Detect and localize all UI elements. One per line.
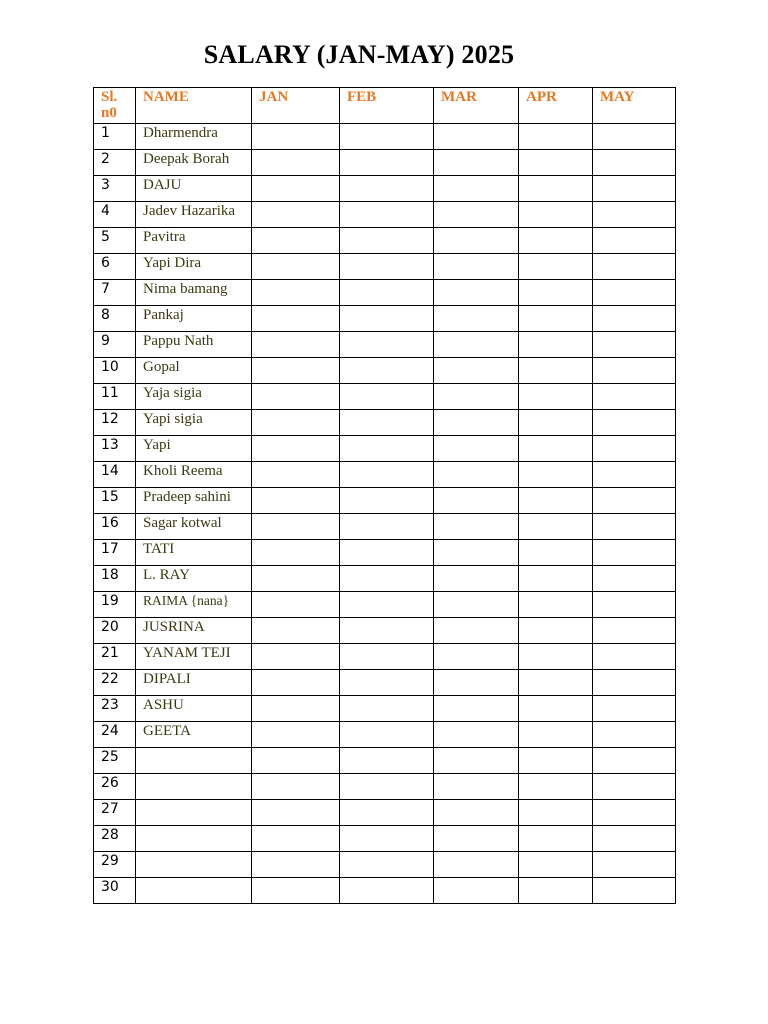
- salary-cell-apr: [519, 202, 593, 228]
- table-row: [94, 878, 676, 904]
- salary-cell-feb: [340, 826, 434, 852]
- salary-cell-apr: [519, 722, 593, 748]
- serial-number-cell: 12: [94, 410, 136, 436]
- salary-cell-jan: [252, 176, 340, 202]
- serial-number-cell: 5: [94, 228, 136, 254]
- salary-cell-mar: [434, 176, 519, 202]
- salary-cell-apr: [519, 748, 593, 774]
- salary-cell-apr: [519, 826, 593, 852]
- salary-cell-jan: [252, 592, 340, 618]
- serial-number-cell: 17: [94, 540, 136, 566]
- salary-cell-apr: [519, 488, 593, 514]
- table-row: [94, 488, 676, 514]
- salary-cell-jan: [252, 462, 340, 488]
- salary-cell-mar: [434, 878, 519, 904]
- serial-number-cell: 3: [94, 176, 136, 202]
- salary-cell-may: [593, 514, 676, 540]
- salary-cell-jan: [252, 124, 340, 150]
- table-row: [94, 306, 676, 332]
- salary-cell-may: [593, 826, 676, 852]
- salary-cell-mar: [434, 748, 519, 774]
- salary-cell-mar: [434, 462, 519, 488]
- salary-cell-may: [593, 124, 676, 150]
- salary-cell-apr: [519, 280, 593, 306]
- salary-cell-feb: [340, 228, 434, 254]
- salary-cell-apr: [519, 670, 593, 696]
- serial-number-cell: 20: [94, 618, 136, 644]
- salary-cell-jan: [252, 228, 340, 254]
- table-row: [94, 410, 676, 436]
- salary-cell-jan: [252, 722, 340, 748]
- employee-name-cell: Pradeep sahini: [136, 488, 252, 514]
- table-row: [94, 670, 676, 696]
- table-row: [94, 722, 676, 748]
- salary-cell-may: [593, 566, 676, 592]
- serial-number-cell: 16: [94, 514, 136, 540]
- salary-cell-feb: [340, 774, 434, 800]
- table-row: [94, 800, 676, 826]
- salary-cell-feb: [340, 254, 434, 280]
- salary-cell-feb: [340, 800, 434, 826]
- serial-number-cell: 21: [94, 644, 136, 670]
- salary-cell-jan: [252, 826, 340, 852]
- salary-cell-mar: [434, 852, 519, 878]
- employee-name-cell: Pappu Nath: [136, 332, 252, 358]
- salary-cell-apr: [519, 462, 593, 488]
- table-row: [94, 774, 676, 800]
- employee-name-cell: ASHU: [136, 696, 252, 722]
- salary-cell-mar: [434, 540, 519, 566]
- table-body: [94, 124, 676, 904]
- serial-number-cell: 11: [94, 384, 136, 410]
- salary-cell-feb: [340, 696, 434, 722]
- salary-cell-may: [593, 488, 676, 514]
- salary-cell-feb: [340, 410, 434, 436]
- serial-number-cell: 10: [94, 358, 136, 384]
- salary-cell-may: [593, 384, 676, 410]
- salary-cell-mar: [434, 826, 519, 852]
- salary-cell-jan: [252, 774, 340, 800]
- salary-cell-feb: [340, 358, 434, 384]
- salary-cell-mar: [434, 644, 519, 670]
- salary-cell-apr: [519, 124, 593, 150]
- salary-cell-mar: [434, 410, 519, 436]
- column-header-may: MAY: [593, 88, 676, 124]
- salary-cell-apr: [519, 228, 593, 254]
- salary-cell-mar: [434, 436, 519, 462]
- salary-cell-feb: [340, 384, 434, 410]
- table-row: [94, 696, 676, 722]
- table-row: [94, 202, 676, 228]
- employee-name-cell: Yaja sigia: [136, 384, 252, 410]
- employee-name-cell: Gopal: [136, 358, 252, 384]
- serial-number-cell: 6: [94, 254, 136, 280]
- employee-name-cell: Yapi Dira: [136, 254, 252, 280]
- salary-cell-may: [593, 852, 676, 878]
- salary-cell-mar: [434, 800, 519, 826]
- document-title: SALARY (JAN-MAY) 2025: [203, 40, 515, 69]
- salary-cell-mar: [434, 280, 519, 306]
- employee-name-cell: RAIMA {nana}: [136, 592, 252, 618]
- salary-cell-feb: [340, 176, 434, 202]
- table-row: [94, 748, 676, 774]
- salary-cell-jan: [252, 540, 340, 566]
- salary-cell-apr: [519, 410, 593, 436]
- salary-cell-jan: [252, 410, 340, 436]
- salary-cell-mar: [434, 332, 519, 358]
- table-row: [94, 852, 676, 878]
- salary-cell-mar: [434, 228, 519, 254]
- salary-cell-may: [593, 254, 676, 280]
- serial-number-cell: 25: [94, 748, 136, 774]
- table-row: [94, 150, 676, 176]
- salary-cell-may: [593, 150, 676, 176]
- salary-cell-feb: [340, 280, 434, 306]
- salary-cell-mar: [434, 150, 519, 176]
- column-header-name: NAME: [136, 88, 252, 124]
- salary-cell-may: [593, 462, 676, 488]
- column-header-sl-no: Sl. n0: [94, 88, 136, 124]
- salary-cell-apr: [519, 800, 593, 826]
- salary-cell-apr: [519, 332, 593, 358]
- salary-cell-apr: [519, 176, 593, 202]
- salary-cell-feb: [340, 852, 434, 878]
- serial-number-cell: 30: [94, 878, 136, 904]
- salary-cell-mar: [434, 514, 519, 540]
- salary-cell-may: [593, 202, 676, 228]
- salary-cell-feb: [340, 878, 434, 904]
- salary-cell-feb: [340, 514, 434, 540]
- salary-cell-feb: [340, 592, 434, 618]
- salary-cell-may: [593, 410, 676, 436]
- serial-number-cell: 1: [94, 124, 136, 150]
- salary-cell-apr: [519, 618, 593, 644]
- salary-cell-may: [593, 436, 676, 462]
- salary-cell-feb: [340, 150, 434, 176]
- salary-cell-may: [593, 722, 676, 748]
- employee-name-cell: L. RAY: [136, 566, 252, 592]
- salary-cell-jan: [252, 332, 340, 358]
- salary-cell-may: [593, 540, 676, 566]
- serial-number-cell: 18: [94, 566, 136, 592]
- employee-name-cell: [136, 878, 252, 904]
- salary-cell-feb: [340, 306, 434, 332]
- salary-cell-apr: [519, 514, 593, 540]
- serial-number-cell: 27: [94, 800, 136, 826]
- salary-cell-jan: [252, 852, 340, 878]
- salary-cell-feb: [340, 566, 434, 592]
- serial-number-cell: 26: [94, 774, 136, 800]
- employee-name-cell: [136, 852, 252, 878]
- salary-cell-jan: [252, 644, 340, 670]
- salary-cell-apr: [519, 852, 593, 878]
- salary-cell-mar: [434, 696, 519, 722]
- salary-cell-jan: [252, 306, 340, 332]
- header-row: [94, 88, 676, 124]
- salary-cell-apr: [519, 384, 593, 410]
- salary-cell-may: [593, 358, 676, 384]
- table-row: [94, 514, 676, 540]
- table-row: [94, 124, 676, 150]
- salary-cell-jan: [252, 696, 340, 722]
- salary-cell-jan: [252, 358, 340, 384]
- salary-cell-jan: [252, 254, 340, 280]
- salary-cell-feb: [340, 436, 434, 462]
- employee-name-cell: Pankaj: [136, 306, 252, 332]
- serial-number-cell: 13: [94, 436, 136, 462]
- table-row: [94, 566, 676, 592]
- salary-cell-feb: [340, 540, 434, 566]
- salary-cell-feb: [340, 462, 434, 488]
- salary-cell-jan: [252, 618, 340, 644]
- serial-number-cell: 4: [94, 202, 136, 228]
- serial-number-cell: 15: [94, 488, 136, 514]
- salary-cell-feb: [340, 722, 434, 748]
- salary-cell-mar: [434, 254, 519, 280]
- salary-cell-jan: [252, 514, 340, 540]
- salary-cell-feb: [340, 618, 434, 644]
- serial-number-cell: 24: [94, 722, 136, 748]
- salary-cell-jan: [252, 280, 340, 306]
- serial-number-cell: 8: [94, 306, 136, 332]
- salary-cell-may: [593, 878, 676, 904]
- salary-cell-apr: [519, 306, 593, 332]
- salary-cell-mar: [434, 124, 519, 150]
- table-row: [94, 826, 676, 852]
- salary-cell-apr: [519, 592, 593, 618]
- salary-cell-may: [593, 618, 676, 644]
- employee-name-cell: Deepak Borah: [136, 150, 252, 176]
- salary-cell-mar: [434, 722, 519, 748]
- column-header-mar: MAR: [434, 88, 519, 124]
- table-row: [94, 254, 676, 280]
- salary-cell-may: [593, 280, 676, 306]
- salary-cell-mar: [434, 306, 519, 332]
- table-row: [94, 228, 676, 254]
- salary-cell-jan: [252, 748, 340, 774]
- salary-cell-mar: [434, 384, 519, 410]
- salary-cell-apr: [519, 566, 593, 592]
- salary-cell-jan: [252, 150, 340, 176]
- salary-cell-may: [593, 592, 676, 618]
- salary-cell-jan: [252, 566, 340, 592]
- salary-cell-mar: [434, 566, 519, 592]
- salary-cell-may: [593, 670, 676, 696]
- employee-name-cell: Jadev Hazarika: [136, 202, 252, 228]
- column-header-jan: JAN: [252, 88, 340, 124]
- salary-cell-feb: [340, 332, 434, 358]
- employee-name-cell: DAJU: [136, 176, 252, 202]
- salary-cell-mar: [434, 618, 519, 644]
- salary-cell-mar: [434, 488, 519, 514]
- employee-name-cell: GEETA: [136, 722, 252, 748]
- serial-number-cell: 2: [94, 150, 136, 176]
- table-row: [94, 280, 676, 306]
- employee-name-cell: Kholi Reema: [136, 462, 252, 488]
- salary-cell-may: [593, 176, 676, 202]
- serial-number-cell: 29: [94, 852, 136, 878]
- salary-cell-feb: [340, 124, 434, 150]
- serial-number-cell: 9: [94, 332, 136, 358]
- employee-name-cell: Dharmendra: [136, 124, 252, 150]
- table-row: [94, 176, 676, 202]
- salary-cell-mar: [434, 202, 519, 228]
- serial-number-cell: 23: [94, 696, 136, 722]
- salary-cell-feb: [340, 488, 434, 514]
- salary-cell-apr: [519, 254, 593, 280]
- salary-cell-jan: [252, 384, 340, 410]
- employee-name-cell: [136, 748, 252, 774]
- salary-cell-apr: [519, 774, 593, 800]
- salary-cell-jan: [252, 800, 340, 826]
- employee-name-cell: Yapi sigia: [136, 410, 252, 436]
- salary-cell-may: [593, 306, 676, 332]
- employee-name-cell: TATI: [136, 540, 252, 566]
- salary-cell-apr: [519, 696, 593, 722]
- column-header-apr: APR: [519, 88, 593, 124]
- salary-cell-apr: [519, 358, 593, 384]
- employee-name-cell: Nima bamang: [136, 280, 252, 306]
- salary-cell-apr: [519, 878, 593, 904]
- table-row: [94, 332, 676, 358]
- serial-number-cell: 19: [94, 592, 136, 618]
- salary-cell-may: [593, 332, 676, 358]
- employee-name-cell: Yapi: [136, 436, 252, 462]
- employee-name-cell: Pavitra: [136, 228, 252, 254]
- salary-cell-apr: [519, 150, 593, 176]
- salary-cell-may: [593, 644, 676, 670]
- serial-number-cell: 7: [94, 280, 136, 306]
- salary-cell-feb: [340, 202, 434, 228]
- employee-name-cell: DIPALI: [136, 670, 252, 696]
- employee-name-cell: JUSRINA: [136, 618, 252, 644]
- table-row: [94, 462, 676, 488]
- salary-cell-apr: [519, 644, 593, 670]
- salary-cell-feb: [340, 748, 434, 774]
- employee-name-cell: [136, 800, 252, 826]
- employee-name-cell: [136, 774, 252, 800]
- table-row: [94, 384, 676, 410]
- salary-cell-may: [593, 696, 676, 722]
- serial-number-cell: 28: [94, 826, 136, 852]
- salary-cell-mar: [434, 358, 519, 384]
- salary-cell-jan: [252, 436, 340, 462]
- salary-table: [93, 87, 676, 904]
- salary-cell-may: [593, 748, 676, 774]
- employee-name-cell: Sagar kotwal: [136, 514, 252, 540]
- salary-cell-jan: [252, 488, 340, 514]
- salary-cell-may: [593, 774, 676, 800]
- salary-cell-apr: [519, 436, 593, 462]
- salary-cell-mar: [434, 670, 519, 696]
- salary-cell-apr: [519, 540, 593, 566]
- salary-cell-mar: [434, 774, 519, 800]
- table-row: [94, 644, 676, 670]
- table-row: [94, 540, 676, 566]
- serial-number-cell: 14: [94, 462, 136, 488]
- salary-cell-may: [593, 228, 676, 254]
- salary-cell-feb: [340, 644, 434, 670]
- table-row: [94, 436, 676, 462]
- employee-name-cell: YANAM TEJI: [136, 644, 252, 670]
- salary-cell-mar: [434, 592, 519, 618]
- table-row: [94, 618, 676, 644]
- salary-cell-may: [593, 800, 676, 826]
- table-row: [94, 592, 676, 618]
- serial-number-cell: 22: [94, 670, 136, 696]
- salary-cell-jan: [252, 878, 340, 904]
- salary-cell-jan: [252, 202, 340, 228]
- column-header-feb: FEB: [340, 88, 434, 124]
- salary-cell-jan: [252, 670, 340, 696]
- employee-name-cell: [136, 826, 252, 852]
- table-row: [94, 358, 676, 384]
- salary-cell-feb: [340, 670, 434, 696]
